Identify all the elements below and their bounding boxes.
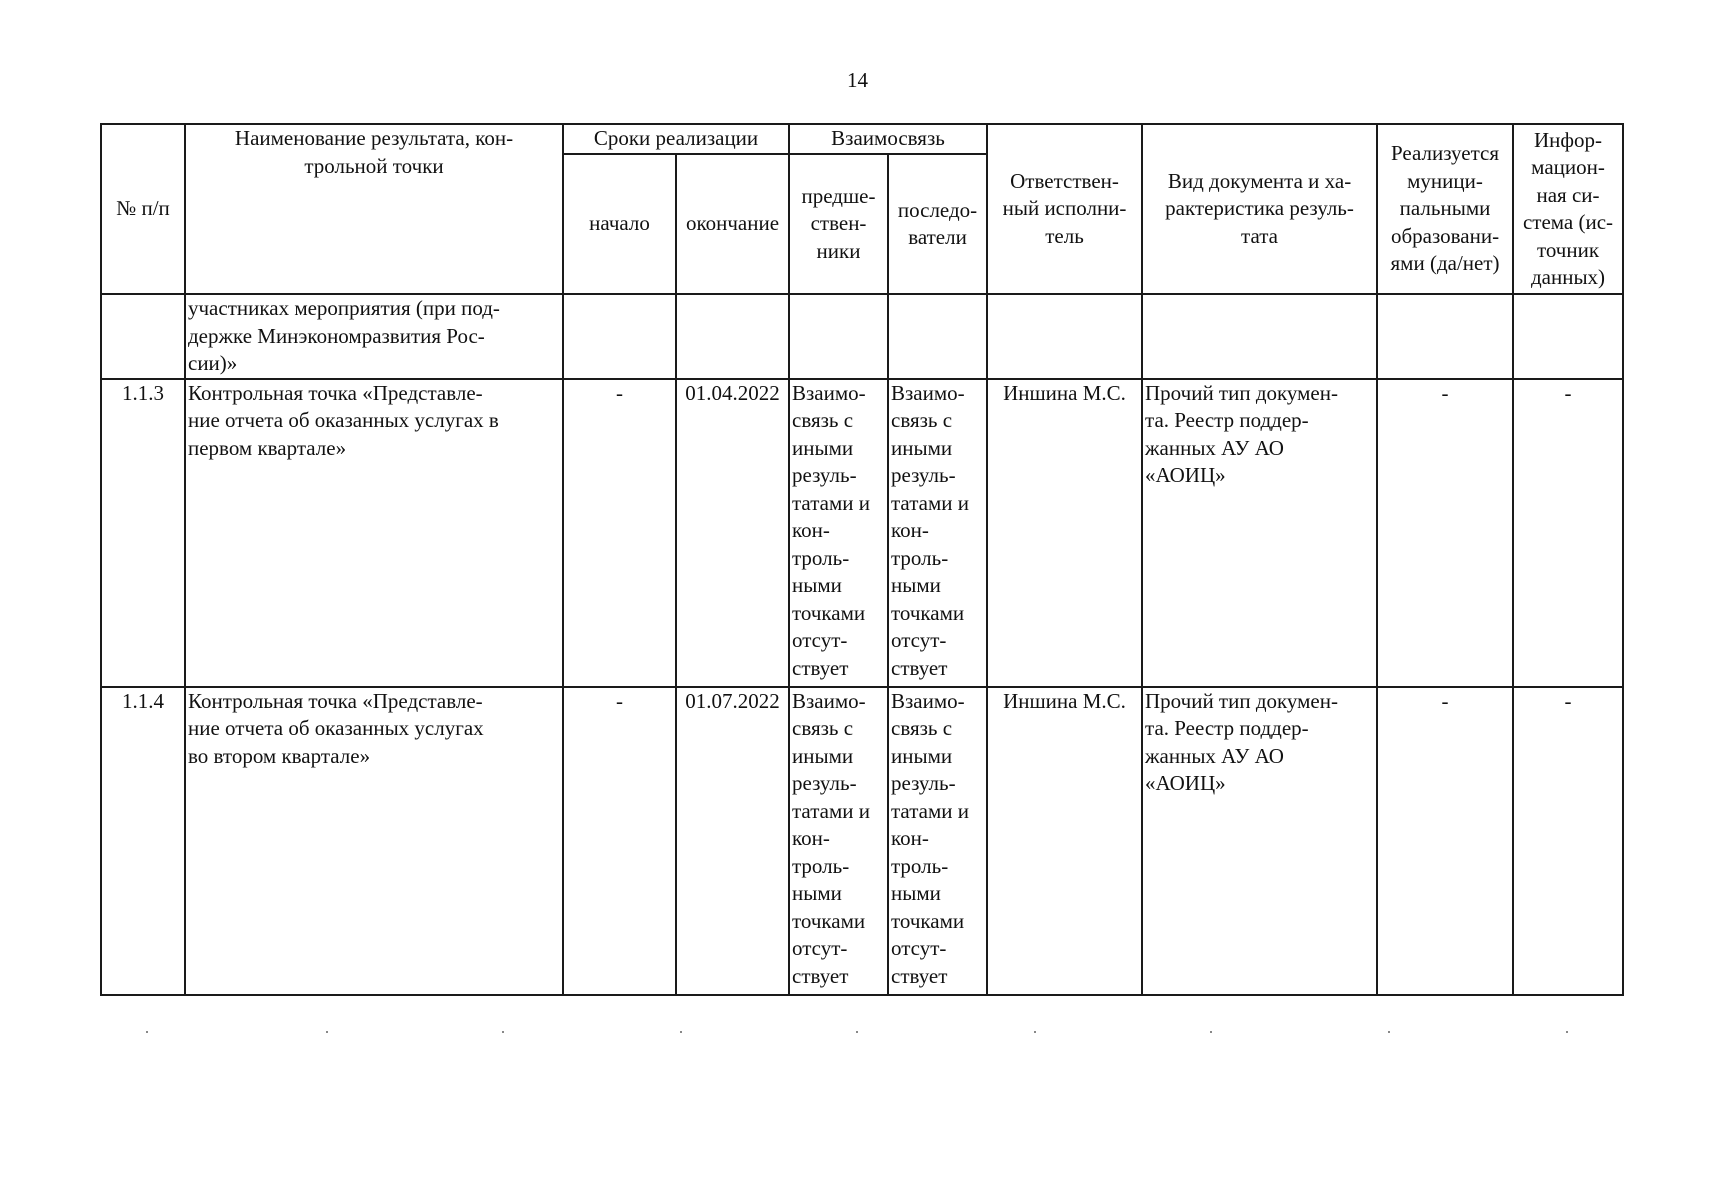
cell-start: -	[563, 687, 676, 995]
cell-municipal: -	[1377, 379, 1513, 687]
cell-predecessors: Взаимо- связь с иными резуль- татами и кон- троль- ными точками отсут- ствует	[789, 687, 888, 995]
cell-name: участниках мероприятия (при под- держке Минэкономразвития Рос- сии)»	[185, 294, 563, 379]
cell-info-system	[1513, 294, 1623, 379]
header-municipal: Реализуется муници- пальными образовани- ями (да/нет)	[1377, 124, 1513, 294]
cell-responsible: Иншина М.С.	[987, 379, 1142, 687]
cell-num	[101, 294, 185, 379]
cell-end: 01.04.2022	[676, 379, 789, 687]
header-successors: последо- ватели	[888, 154, 987, 294]
cell-responsible: Иншина М.С.	[987, 687, 1142, 995]
cell-num: 1.1.3	[101, 379, 185, 687]
results-table	[100, 123, 1624, 996]
header-relation: Взаимосвязь	[789, 124, 987, 154]
page-number: 14	[847, 68, 868, 92]
cell-end	[676, 294, 789, 379]
cell-info-system: -	[1513, 687, 1623, 995]
cell-name: Контрольная точка «Представле- ние отчета об оказанных услугах во втором квартале»	[185, 687, 563, 995]
table-row-continuation	[101, 294, 1623, 379]
cell-municipal: -	[1377, 687, 1513, 995]
header-responsible: Ответствен- ный исполни- тель	[987, 124, 1142, 294]
cell-start	[563, 294, 676, 379]
header-row-top	[101, 124, 1623, 154]
cell-start: -	[563, 379, 676, 687]
table-row	[101, 687, 1623, 995]
cell-responsible	[987, 294, 1142, 379]
table-row	[101, 379, 1623, 687]
header-end: окончание	[676, 154, 789, 294]
header-terms: Сроки реализации	[563, 124, 789, 154]
cell-successors	[888, 294, 987, 379]
header-info-system: Инфор- мацион- ная си- стема (ис- точник данных)	[1513, 124, 1623, 294]
cell-end: 01.07.2022	[676, 687, 789, 995]
header-predecessors: предше- ствен- ники	[789, 154, 888, 294]
cell-predecessors	[789, 294, 888, 379]
cell-doc-type: Прочий тип докумен- та. Реестр поддер- жанных АУ АО «АОИЦ»	[1142, 687, 1377, 995]
cell-info-system: -	[1513, 379, 1623, 687]
cell-municipal	[1377, 294, 1513, 379]
cell-predecessors: Взаимо- связь с иными резуль- татами и кон- троль- ными точками отсут- ствует	[789, 379, 888, 687]
cell-successors: Взаимо- связь с иными резуль- татами и кон- троль- ными точками отсут- ствует	[888, 687, 987, 995]
cell-doc-type	[1142, 294, 1377, 379]
cell-name: Контрольная точка «Представле- ние отчета об оказанных услугах в первом квартале»	[185, 379, 563, 687]
scan-marks	[100, 1031, 1622, 1035]
cell-doc-type: Прочий тип докумен- та. Реестр поддер- жанных АУ АО «АОИЦ»	[1142, 379, 1377, 687]
cell-num: 1.1.4	[101, 687, 185, 995]
header-start: начало	[563, 154, 676, 294]
header-num: № п/п	[101, 124, 185, 294]
header-doc-type: Вид документа и ха- рактеристика резуль- тата	[1142, 124, 1377, 294]
header-name: Наименование результата, кон- трольной точки	[185, 124, 563, 294]
cell-successors: Взаимо- связь с иными резуль- татами и кон- троль- ными точками отсут- ствует	[888, 379, 987, 687]
